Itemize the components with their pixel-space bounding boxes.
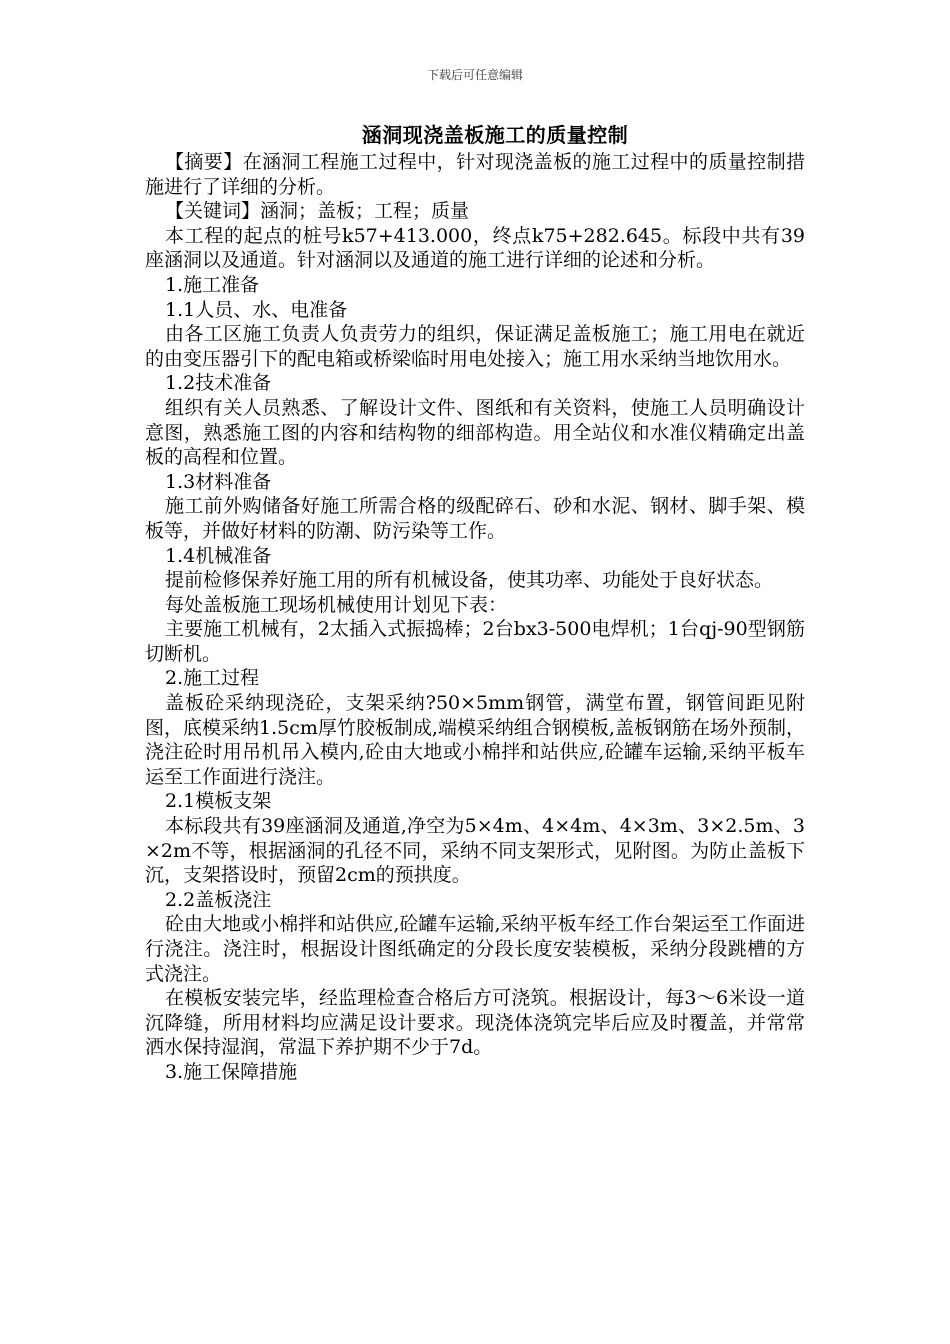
subsection-heading: 1.4机械准备 <box>165 544 272 567</box>
subsection-heading: 2.1模板支架 <box>165 790 272 813</box>
section-heading: 1.施工准备 <box>165 273 260 296</box>
body-paragraph: 施工前外购储备好施工所需合格的级配碎石、砂和水泥、钢材、脚手架、模板等，并做好材料的防潮、防污染等工作。 <box>145 495 805 542</box>
body-paragraph: 每处盖板施工现场机械使用计划见下表： <box>165 593 508 616</box>
body-paragraph: 主要施工机械有，2太插入式振捣棒；2台bx3-500电焊机；1台qj-90型钢筋切断机。 <box>145 618 805 665</box>
body-paragraph: 提前检修保养好施工用的所有机械设备，使其功率、功能处于良好状态。 <box>165 569 774 592</box>
subsection-heading: 1.1人员、水、电准备 <box>165 298 348 321</box>
body-paragraph: 盖板砼采纳现浇砼，支架采纳?50×5mm钢管，满堂布置，钢管间距见附图，底模采纳1.5cm厚竹胶板制成,端模采纳组合钢模板,盖板钢筋在场外预制，浇注砼时用吊机吊入模内,砼由大地或小棉拌和站供应,砼罐车运输,采纳平板车运至工作面进行浇注。 <box>145 692 805 788</box>
section-heading: 2.施工过程 <box>165 667 260 690</box>
subsection-heading: 1.2技术准备 <box>165 372 272 395</box>
subsection-heading: 1.3材料准备 <box>165 470 272 493</box>
body-paragraph: 本标段共有39座涵洞及通道,净空为5×4m、4×4m、4×3m、3×2.5m、3×2m不等，根据涵洞的孔径不同，采纳不同支架形式，见附图。为防止盖板下沉，支架搭设时，预留2cm的预拱度。 <box>145 815 805 887</box>
body-paragraph: 砼由大地或小棉拌和站供应,砼罐车运输,采纳平板车经工作台架运至工作面进行浇注。浇注时，根据设计图纸确定的分段长度安装模板，采纳分段跳槽的方式浇注。 <box>145 913 805 985</box>
document-title: 涵洞现浇盖板施工的质量控制 <box>361 123 629 147</box>
section-heading: 3.施工保障措施 <box>165 1060 298 1083</box>
abstract-paragraph: 【摘要】在涵洞工程施工过程中，针对现浇盖板的施工过程中的质量控制措施进行了详细的分析。 <box>145 151 805 198</box>
page-header: 下载后可任意编辑 <box>426 68 523 82</box>
keywords-paragraph: 【关键词】涵洞；盖板；工程；质量 <box>165 200 470 223</box>
body-paragraph: 组织有关人员熟悉、了解设计文件、图纸和有关资料，使施工人员明确设计意图，熟悉施工图的内容和结构物的细部构造。用全站仪和水准仪精确定出盖板的高程和位置。 <box>145 396 805 469</box>
body-paragraph: 本工程的起点的桩号k57+413.000，终点k75+282.645。标段中共有39座涵洞以及通道。针对涵洞以及通道的施工进行详细的论述和分析。 <box>145 224 805 272</box>
document-body <box>145 120 805 1085</box>
body-paragraph: 由各工区施工负责人负责劳力的组织，保证满足盖板施工；施工用电在就近的由变压器引下的配电箱或桥梁临时用电处接入；施工用水采纳当地饮用水。 <box>145 323 805 370</box>
subsection-heading: 2.2盖板浇注 <box>165 888 272 911</box>
body-paragraph: 在模板安装完毕，经监理检查合格后方可浇筑。根据设计，每3～6米设一道沉降缝，所用材料均应满足设计要求。现浇体浇筑完毕后应及时覆盖，并常常洒水保持湿润，常温下养护期不少于7d。 <box>145 987 805 1059</box>
